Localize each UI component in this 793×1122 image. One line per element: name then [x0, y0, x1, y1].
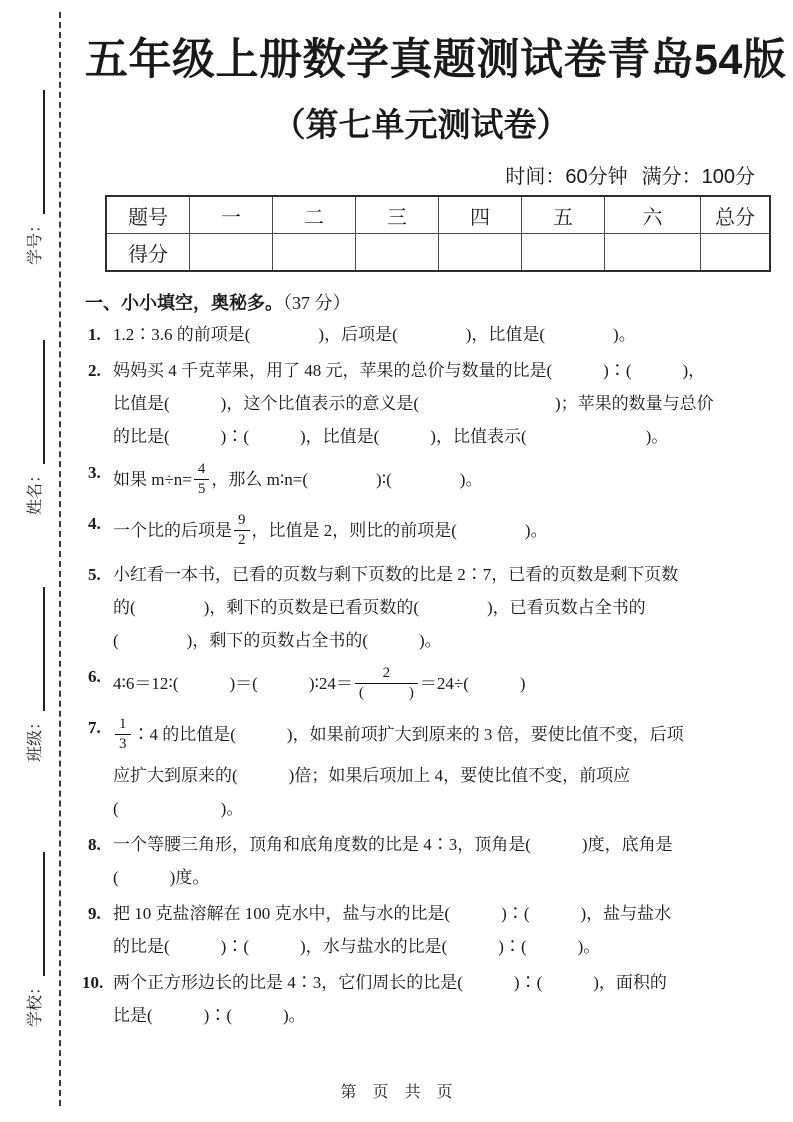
question-8-text-line-1: 一个等腰三角形，顶角和底角度数的比是 4∶3，顶角是( )度，底角是: [113, 835, 673, 854]
question-7-text-line-2: 应扩大到原来的( )倍；如果后项加上 4，要使比值不变，前项应: [113, 766, 631, 785]
score-cell: [522, 234, 605, 272]
question-7-text-line-3: ( )。: [113, 799, 244, 818]
school-field: [25, 833, 45, 1027]
exam-info-line: [85, 160, 757, 189]
page-footer: 第 页 共 页: [340, 1084, 453, 1101]
paper-body: [82, 0, 787, 1032]
school-blank-line: [28, 852, 45, 976]
question-7: [85, 711, 757, 825]
question-1-text: 1.2∶3.6 的前项是( )，后项是( )，比值是( )。: [113, 325, 636, 344]
question-2: [85, 354, 757, 453]
student-name-blank-line: [28, 340, 45, 464]
score-table-col-1: 一: [190, 196, 273, 234]
question-6-number: 6.: [88, 667, 101, 686]
score-row-label: 得分: [106, 234, 190, 272]
question-3: [85, 456, 757, 504]
question-4-number: 4.: [88, 514, 101, 533]
score-table: [105, 195, 771, 272]
question-7-text-post: ∶4 的比值是( )，如果前项扩大到原来的 3 倍，要使比值不变，后项: [132, 725, 684, 744]
fraction: [355, 664, 418, 703]
score-cell: [273, 234, 356, 272]
full-score-label: 满分：100分: [641, 166, 755, 188]
fraction: [115, 715, 131, 754]
score-cell: [356, 234, 439, 272]
question-2-text-line-2: 比值是( )，这个比值表示的意义是( )；苹果的数量与总价: [113, 394, 714, 413]
question-3-text: [113, 456, 757, 504]
question-6-text-post: ＝24÷( ): [419, 674, 526, 693]
fraction-denominator: ( ): [358, 684, 414, 701]
question-10-text-line-2: 比是( )∶( )。: [113, 1006, 306, 1025]
question-8-number: 8.: [88, 835, 101, 854]
score-table-col-total: 总分: [701, 196, 771, 234]
score-cell: [190, 234, 273, 272]
question-4-text-pre: 一个比的后项是: [113, 521, 232, 540]
score-cell: [439, 234, 522, 272]
binding-dashed-line: [59, 12, 61, 1106]
question-4: [85, 507, 757, 555]
student-id-blank-line: [28, 90, 45, 214]
fraction-denominator: 3: [119, 735, 127, 752]
question-6-text-pre: 4∶6＝12∶( )＝( )∶24＝: [113, 674, 353, 693]
question-5-text-line-2: 的( )，剩下的页数是已看页数的( )，已看页数占全书的: [113, 598, 646, 617]
score-table-col-5: 五: [522, 196, 605, 234]
question-3-number: 3.: [88, 463, 101, 482]
score-cell: [701, 234, 771, 272]
class-field: [25, 572, 45, 762]
question-2-text-line-1: 妈妈买 4 千克苹果，用了 48 元，苹果的总价与数量的比是( )∶( )，: [113, 361, 706, 380]
question-1: [85, 318, 757, 351]
paper-subtitle: （第七单元测试卷）: [272, 106, 570, 143]
question-6: [85, 660, 757, 708]
score-table-col-3: 三: [356, 196, 439, 234]
question-10-number: 10.: [82, 973, 104, 992]
question-8: [85, 828, 757, 894]
question-10: [82, 966, 757, 1032]
student-name-field: [25, 335, 45, 515]
question-9-text-line-2: 的比是( )∶( )，水与盐水的比是( )∶( )。: [113, 937, 601, 956]
score-table-score-row: [106, 234, 770, 272]
fraction-numerator: 4: [194, 460, 210, 480]
fraction-numerator: 2: [355, 664, 418, 684]
fraction-denominator: 2: [238, 531, 246, 548]
time-limit-label: 时间：60分钟: [505, 166, 628, 188]
question-4-text: [113, 507, 757, 555]
section-1-heading: [85, 289, 757, 315]
score-table-col-2: 二: [273, 196, 356, 234]
question-3-text-pre: 如果 m÷n=: [113, 470, 192, 489]
question-5-text-line-3: ( )，剩下的页数占全书的( )。: [113, 631, 442, 650]
question-10-text-line-1: 两个正方形边长的比是 4∶3，它们周长的比是( )∶( )，面积的: [113, 973, 667, 992]
question-7-text-line-1: [113, 711, 757, 759]
score-table-header-label: 题号: [106, 196, 190, 234]
class-blank-line: [28, 587, 45, 711]
fraction: [194, 460, 210, 499]
score-table-col-6: 六: [605, 196, 701, 234]
class-label: 班级：: [27, 713, 44, 762]
question-2-number: 2.: [88, 361, 101, 380]
question-5-text-line-1: 小红看一本书，已看的页数与剩下页数的比是 2∶7，已看的页数是剩下页数: [113, 565, 679, 584]
school-label: 学校：: [27, 978, 44, 1027]
question-2-text-line-3: 的比是( )∶( )，比值是( )，比值表示( )。: [113, 427, 669, 446]
section-1-heading-score: （37 分）: [283, 293, 351, 313]
question-8-text-line-2: ( )度。: [113, 868, 210, 887]
fraction-numerator: 9: [234, 511, 250, 531]
score-table-header-row: [106, 196, 770, 234]
question-9-number: 9.: [88, 904, 101, 923]
question-9-text-line-1: 把 10 克盐溶解在 100 克水中，盐与水的比是( )∶( )，盐与盐水: [113, 904, 672, 923]
question-3-text-post: ，那么 m∶n=( )∶( )。: [211, 470, 483, 489]
student-name-label: 姓名：: [27, 466, 44, 515]
question-4-text-post: ，比值是 2，则比的前项是( )。: [251, 521, 548, 540]
student-id-label: 学号：: [27, 216, 44, 265]
question-7-number: 7.: [88, 718, 101, 737]
question-5: [85, 558, 757, 657]
fraction-numerator: 1: [115, 715, 131, 735]
question-1-number: 1.: [88, 325, 101, 344]
question-9: [85, 897, 757, 963]
score-cell: [605, 234, 701, 272]
student-id-field: [25, 85, 45, 265]
question-6-text: [113, 660, 757, 708]
question-5-number: 5.: [88, 565, 101, 584]
paper-title: 五年级上册数学真题测试卷青岛54版: [85, 36, 787, 84]
fraction: [234, 511, 250, 550]
section-1-heading-text: 一、小小填空，奥秘多。: [85, 293, 283, 313]
fraction-denominator: 5: [197, 480, 206, 497]
score-table-col-4: 四: [439, 196, 522, 234]
